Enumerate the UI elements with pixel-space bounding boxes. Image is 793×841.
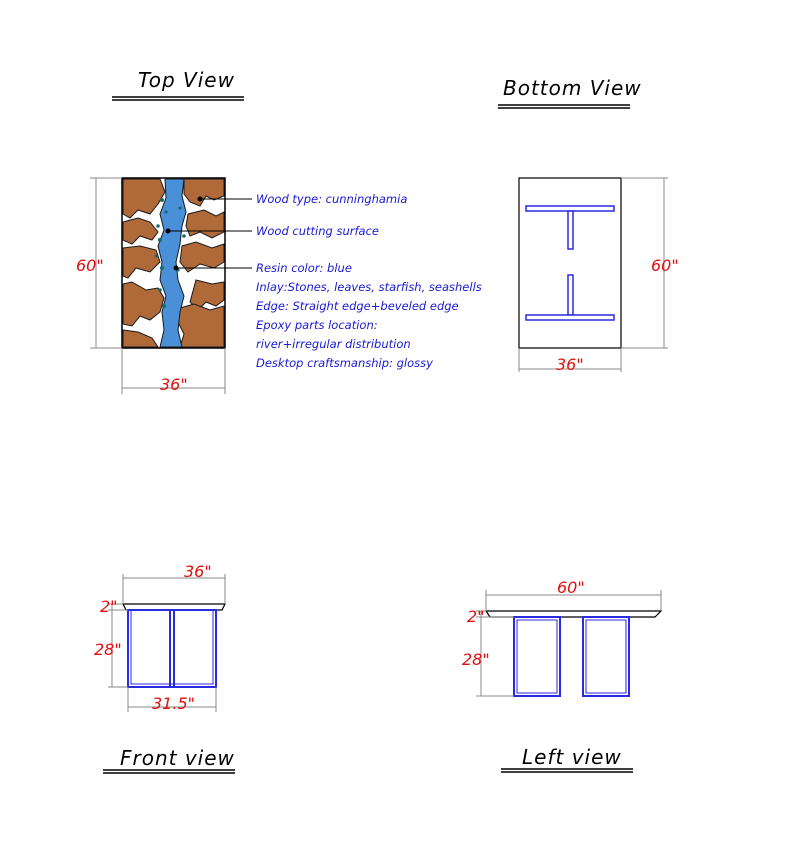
bottom-view-title-group (498, 76, 642, 108)
annotation-inlay: Inlay:Stones, leaves, starfish, seashells (256, 280, 482, 294)
left-view-dimensions (462, 578, 661, 696)
left-thickness-label: 2" (467, 607, 485, 626)
annotations (256, 192, 482, 370)
front-leg-frame (128, 610, 216, 687)
top-view-table (122, 178, 225, 348)
left-view-title: Left view (522, 745, 622, 769)
annotation-craftsmanship: Desktop craftsmanship: glossy (256, 356, 433, 370)
front-view-title-group (103, 746, 235, 773)
annotation-edge: Edge: Straight edge+beveled edge (256, 299, 459, 313)
left-view-title-group (501, 745, 633, 772)
left-tabletop (486, 611, 661, 617)
left-view-table (486, 611, 661, 696)
front-leg-height-label: 28" (94, 640, 122, 659)
annotation-cutting-surface: Wood cutting surface (256, 224, 379, 238)
front-thickness-label: 2" (100, 597, 118, 616)
annotation-wood-type: Wood type: cunninghamia (256, 192, 408, 206)
left-leg-frame-1 (514, 617, 560, 696)
bottom-height-label: 60" (651, 256, 679, 275)
bottom-outline (519, 178, 621, 348)
front-width-label: 36" (184, 562, 212, 581)
annotation-distribution: river+irregular distribution (256, 337, 411, 351)
left-length-label: 60" (557, 578, 585, 597)
bottom-width-label: 36" (556, 355, 584, 374)
top-view-title-group (112, 68, 244, 100)
upper-leg-post (568, 211, 573, 249)
front-view-table (123, 604, 225, 687)
bottom-view-table (519, 178, 621, 348)
lower-leg-post (568, 275, 573, 315)
front-view-title: Front view (120, 746, 235, 770)
lower-crossbar (526, 315, 614, 320)
annotation-resin-color: Resin color: blue (256, 261, 352, 275)
bottom-view-title: Bottom View (503, 76, 642, 100)
annotation-epoxy-location: Epoxy parts location: (256, 318, 378, 332)
left-leg-frame-2 (583, 617, 629, 696)
front-base-width-label: 31.5" (152, 694, 195, 713)
top-width-label: 36" (160, 375, 188, 394)
top-height-label: 60" (76, 256, 104, 275)
front-view-dimensions (94, 562, 225, 713)
left-leg-height-label: 28" (462, 650, 490, 669)
top-view-title: Top View (138, 68, 235, 92)
